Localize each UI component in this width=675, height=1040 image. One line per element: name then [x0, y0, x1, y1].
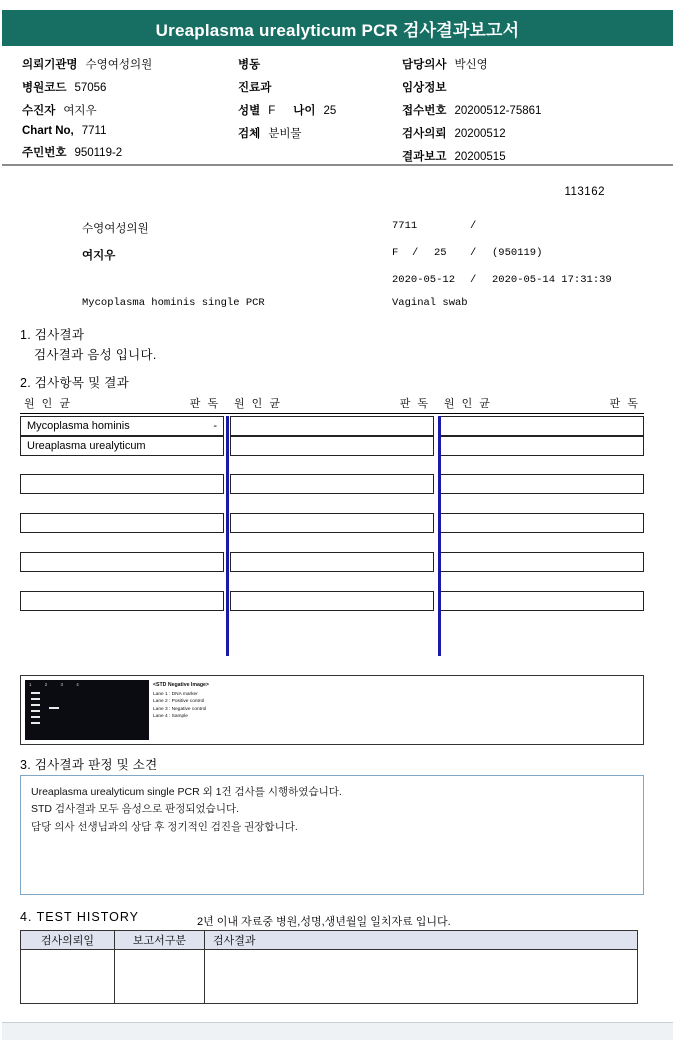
gel-electrophoresis-image — [25, 680, 149, 740]
results-header-col-2 — [230, 395, 434, 411]
header-label: 의뢰기관명 — [22, 59, 78, 71]
table-row — [20, 436, 644, 456]
result-cell — [440, 474, 644, 494]
patient-sep-1: / — [412, 247, 419, 259]
header-field-sex-age — [238, 102, 398, 118]
header-label: 담당의사 — [402, 59, 447, 71]
header-value: 수영여성의원 — [85, 59, 153, 71]
results-header-organism: 원 인 균 — [443, 398, 492, 410]
header-label: Chart No, — [22, 125, 74, 137]
header-label: 진료과 — [238, 82, 272, 94]
header-field-resident-no — [22, 144, 222, 160]
gel-legend-line: Lane 1 : DNA marker — [153, 692, 198, 698]
header-field-specimen — [238, 125, 398, 141]
page-footer-strip — [2, 1022, 673, 1040]
header-field-report-date — [402, 148, 672, 164]
header-field-institution — [22, 56, 222, 72]
patient-name: 여지우 — [82, 250, 116, 262]
report-title-bar — [2, 10, 673, 46]
patient-row-dates — [82, 274, 642, 286]
result-cell — [20, 513, 224, 533]
results-table-header — [20, 395, 644, 414]
header-label: 임상정보 — [402, 82, 447, 94]
patient-sep-2: / — [470, 247, 477, 259]
result-cell — [230, 436, 434, 456]
results-header-organism: 원 인 균 — [24, 398, 72, 410]
patient-birth: (950119) — [492, 247, 543, 259]
patient-sep-3: / — [470, 274, 477, 286]
header-field-doctor — [402, 56, 672, 72]
table-row — [20, 552, 644, 572]
header-label: 검사의뢰 — [402, 128, 447, 140]
section-1-title: 1. 검사결과 — [20, 328, 85, 342]
results-table-body — [20, 416, 644, 611]
patient-chart-extra — [492, 220, 642, 236]
column-divider-1 — [226, 416, 229, 656]
column-divider-2 — [438, 416, 441, 656]
history-cell-result — [205, 950, 637, 1003]
header-field-clinical-info — [402, 79, 672, 95]
history-cell-report-type — [115, 950, 205, 1003]
header-label: 성별 — [238, 105, 261, 117]
header-info-panel — [2, 46, 673, 166]
history-cell-request-date — [21, 950, 115, 1003]
header-label: 검체 — [238, 128, 261, 140]
patient-sex: F — [392, 247, 399, 259]
result-cell — [440, 436, 644, 456]
header-field-department — [238, 79, 398, 95]
table-row — [20, 416, 644, 436]
header-label-age: 나이 — [293, 105, 316, 117]
header-label: 병동 — [238, 59, 261, 71]
comments-box — [20, 775, 644, 895]
header-field-patient-name — [22, 102, 222, 118]
header-value: 20200512-75861 — [454, 105, 542, 117]
result-cell — [230, 552, 434, 572]
header-label: 병원코드 — [22, 82, 67, 94]
results-header-organism: 원 인 균 — [233, 398, 282, 410]
header-value: 950119-2 — [74, 147, 123, 159]
test-history-header — [20, 930, 638, 950]
patient-chart-no: 7711 — [392, 220, 418, 232]
header-value: 20200512 — [454, 128, 506, 140]
header-label: 접수번호 — [402, 105, 447, 117]
patient-dates-left — [82, 274, 392, 286]
test-history-body — [20, 950, 638, 1004]
gel-legend-line: Lane 4 : Sample — [153, 714, 188, 720]
comment-line: STD 검사결과 모두 음성으로 판정되었습니다. — [31, 803, 240, 816]
header-field-request-date — [402, 125, 672, 141]
header-value-age: 25 — [323, 105, 337, 117]
gel-legend-line: Lane 3 : Negative control — [153, 706, 207, 712]
result-cell — [20, 591, 224, 611]
test-history-table — [20, 930, 638, 1004]
header-value: 20200515 — [454, 151, 506, 163]
result-cell — [20, 416, 224, 436]
header-field-hospital-code — [22, 79, 222, 95]
organism-result: - — [213, 420, 218, 432]
header-value: 7711 — [81, 125, 107, 137]
report-body — [2, 170, 673, 1020]
section-1-result-text: 검사결과 음성 입니다. — [34, 348, 157, 362]
results-header-col-1 — [20, 395, 224, 411]
results-table — [20, 395, 644, 611]
result-cell — [20, 436, 224, 456]
header-field-accession-no — [402, 102, 672, 118]
result-cell — [230, 513, 434, 533]
result-cell — [440, 591, 644, 611]
header-value: 57056 — [74, 82, 107, 94]
history-header-request-date: 검사의뢰일 — [21, 931, 115, 949]
section-4-title: 4. TEST HISTORY — [20, 910, 139, 924]
section-4-note: 2년 이내 자료중 병원,성명,생년월일 일치자료 입니다. — [197, 916, 451, 928]
results-header-col-3 — [440, 395, 644, 411]
results-header-interpretation: 판 독 — [609, 398, 640, 410]
patient-row-clinic — [82, 220, 642, 236]
gel-legend-title: <STD Negative Image> — [153, 682, 209, 688]
comment-line: Ureaplasma urealyticum single PCR 외 1건 검사를 시행하였습니다. — [31, 786, 342, 798]
report-serial-number: 113162 — [564, 186, 605, 198]
patient-age: 25 — [434, 247, 447, 259]
patient-summary-block — [82, 220, 642, 320]
header-value: 여지우 — [63, 105, 97, 117]
header-field-ward — [238, 56, 398, 72]
comment-line: 담당 의사 선생님과의 상담 후 정기적인 검진을 권장합니다. — [31, 820, 298, 833]
result-cell — [230, 591, 434, 611]
header-value: F — [268, 105, 276, 117]
patient-row-test — [82, 297, 642, 309]
gel-lane-numbers: 1 2 3 4 — [29, 682, 85, 687]
history-header-report-type: 보고서구분 — [115, 931, 205, 949]
table-row — [20, 474, 644, 494]
results-header-interpretation: 판 독 — [399, 398, 431, 410]
table-row — [20, 513, 644, 533]
result-cell — [440, 552, 644, 572]
header-column-1 — [22, 56, 222, 167]
result-cell — [440, 513, 644, 533]
section-2-title: 2. 검사항목 및 결과 — [20, 376, 129, 390]
header-label: 수진자 — [22, 105, 56, 117]
request-date: 2020-05-12 — [392, 274, 456, 286]
organism-name: Mycoplasma hominis — [27, 420, 130, 432]
report-datetime: 2020-05-14 17:31:39 — [492, 274, 612, 286]
test-name: Mycoplasma hominis single PCR — [82, 297, 265, 309]
patient-row-name — [82, 247, 642, 263]
organism-name: Ureaplasma urealyticum — [27, 440, 146, 452]
header-label: 결과보고 — [402, 151, 447, 163]
header-column-3 — [402, 56, 672, 171]
section-3-title: 3. 검사결과 판정 및 소견 — [20, 758, 158, 772]
patient-clinic: 수영여성의원 — [82, 223, 149, 235]
result-cell — [20, 552, 224, 572]
gel-legend-line: Lane 2 : Positive control — [153, 699, 205, 705]
gel-image-legend — [153, 681, 209, 721]
header-column-2 — [238, 56, 398, 148]
history-header-result: 검사결과 — [213, 935, 256, 947]
header-field-chart-no — [22, 125, 222, 137]
result-cell — [230, 474, 434, 494]
gel-image-panel — [20, 675, 644, 745]
result-cell — [20, 474, 224, 494]
header-value: 박신영 — [454, 59, 488, 71]
result-cell — [230, 416, 434, 436]
specimen-type: Vaginal swab — [392, 297, 468, 309]
result-cell — [440, 416, 644, 436]
results-header-interpretation: 판 독 — [189, 398, 221, 410]
page-title: Ureaplasma urealyticum PCR 검사결과보고서 — [155, 20, 520, 40]
table-row — [20, 591, 644, 611]
header-label: 주민번호 — [22, 147, 67, 159]
header-value: 분비물 — [268, 128, 302, 140]
patient-chart-separator: / — [470, 220, 477, 232]
